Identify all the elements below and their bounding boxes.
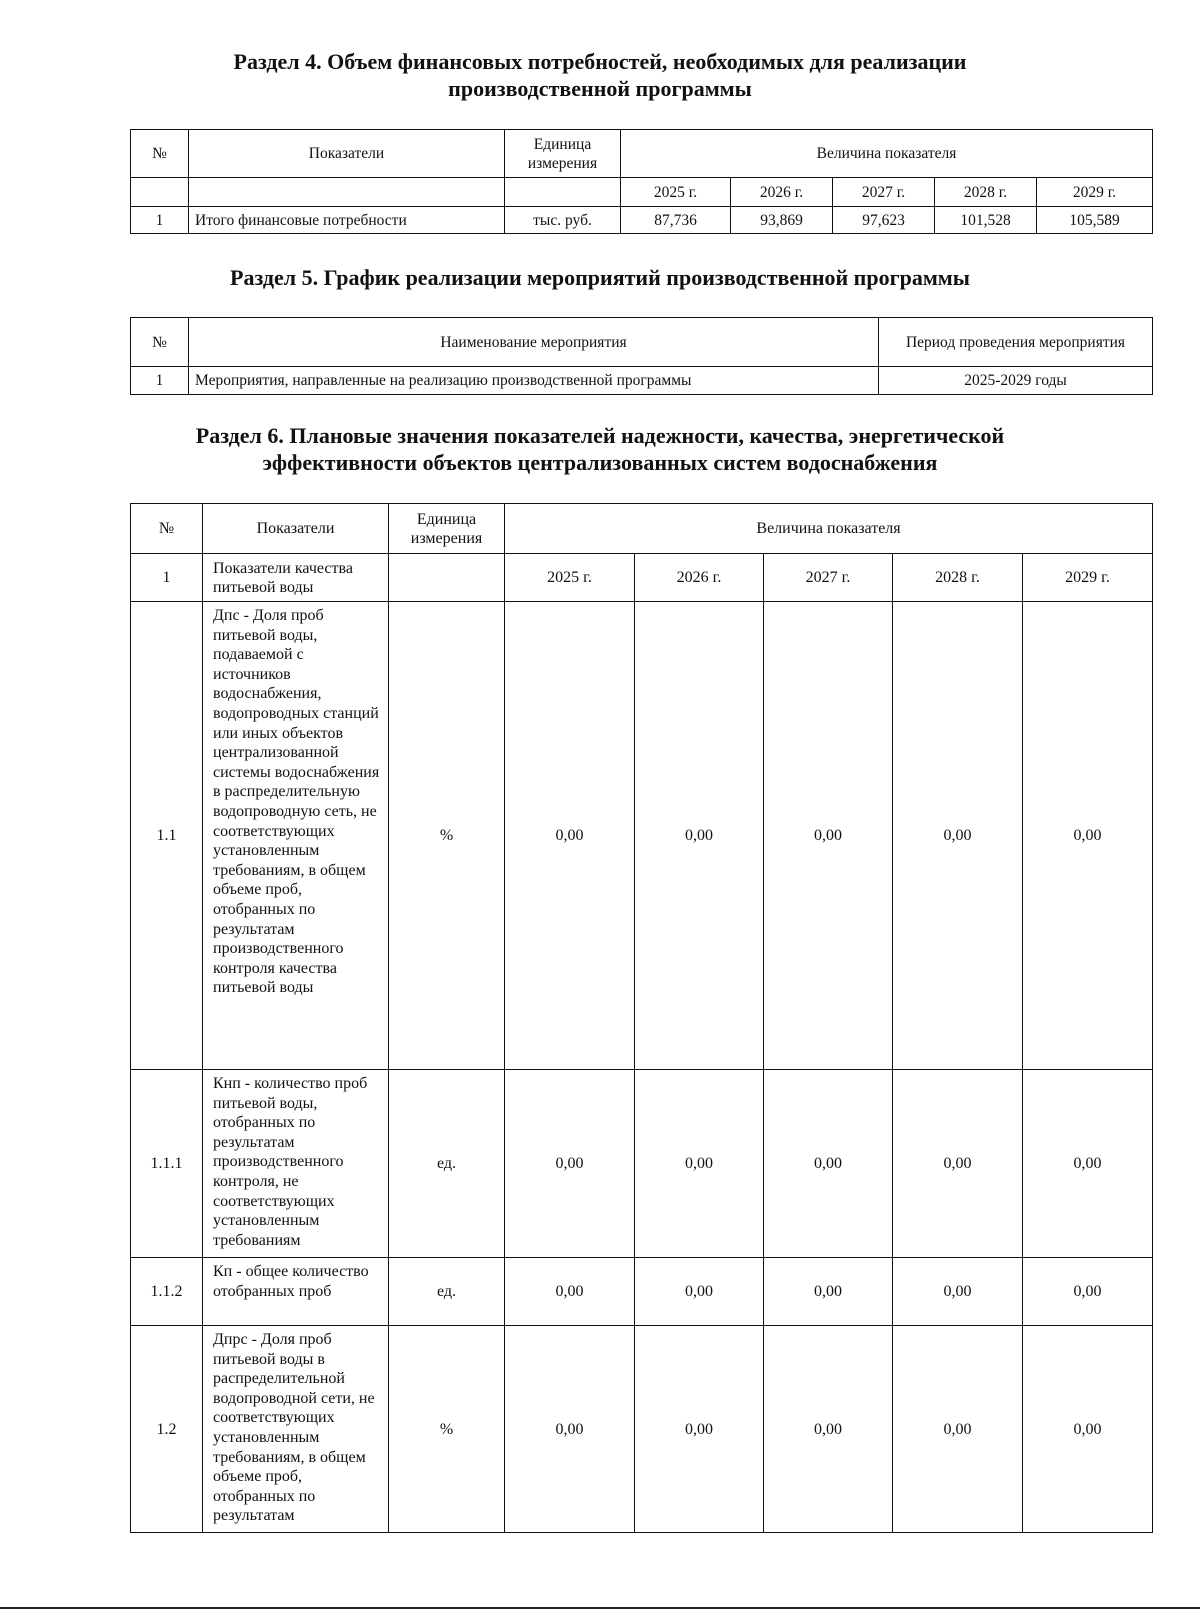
value-cell: 0,00 [505,1258,635,1326]
table-row [131,207,1153,234]
header-value: Величина показателя [621,130,1153,178]
section6-title-line2: эффективности объектов централизованных систем водоснабжения [262,450,938,475]
row-no: 1.2 [131,1326,203,1533]
value-cell: 0,00 [1023,1326,1153,1533]
group-row [131,554,1153,602]
table-row [131,1326,1153,1533]
years-row [131,178,1153,207]
table-row [131,602,1153,1070]
section5-title: Раздел 5. График реализации мероприятий производственной программы [230,265,970,290]
year-cell: 2027 г. [764,554,893,602]
value-cell: 0,00 [1023,602,1153,1070]
section6-title [0,422,1200,476]
row-period: 2025-2029 годы [879,367,1153,395]
year-cell: 2027 г. [833,178,935,207]
row-indicator: Дпрс - Доля проб питьевой воды в распределительной водопроводной сети, не соответствующих установленным требованиям, в общем объеме проб, отобранных по результатам [203,1326,389,1533]
row-indicator: Итого финансовые потребности [189,207,505,234]
section4-title-line2: производственной программы [448,76,752,101]
value-cell: 87,736 [621,207,731,234]
header-period: Период проведения мероприятия [879,318,1153,367]
row-no: 1 [131,207,189,234]
section6-table [130,503,1153,1533]
value-cell: 0,00 [893,602,1023,1070]
value-cell: 93,869 [731,207,833,234]
value-cell: 0,00 [635,1258,764,1326]
row-unit: % [389,1326,505,1533]
value-cell: 0,00 [505,1070,635,1258]
year-cell: 2026 г. [731,178,833,207]
table-row [131,1258,1153,1326]
section4-table [130,129,1153,234]
year-cell: 2028 г. [935,178,1037,207]
row-unit: % [389,602,505,1070]
value-cell: 101,528 [935,207,1037,234]
header-unit: Единица измерения [389,504,505,554]
value-cell: 0,00 [1023,1070,1153,1258]
value-cell: 0,00 [635,1326,764,1533]
row-name: Мероприятия, направленные на реализацию производственной программы [189,367,879,395]
row-indicator: Дпс - Доля проб питьевой воды, подаваемой с источников водоснабжения, водопроводных станций или иных объектов централизованной системы водоснабжения в распределительную водопроводную сеть, не соответствующих установленным требованиям, в общем объеме проб, отобранных по результатам производственного контроля качества питьевой воды [203,602,389,1070]
row-unit: ед. [389,1258,505,1326]
header-no: № [131,130,189,178]
row-indicator: Показатели качества питьевой воды [203,554,389,602]
value-cell: 105,589 [1037,207,1153,234]
year-cell: 2025 г. [621,178,731,207]
row-no: 1 [131,367,189,395]
section4-title [0,48,1200,102]
table-row [131,1070,1153,1258]
value-cell: 0,00 [764,602,893,1070]
row-indicator: Кп - общее количество отобранных проб [203,1258,389,1326]
value-cell: 0,00 [635,602,764,1070]
header-unit: Единица измерения [505,130,621,178]
section4-title-line1: Раздел 4. Объем финансовых потребностей, необходимых для реализации [233,49,967,74]
row-unit: ед. [389,1070,505,1258]
table-row [131,367,1153,395]
header-no: № [131,318,189,367]
value-cell: 0,00 [1023,1258,1153,1326]
value-cell: 0,00 [893,1258,1023,1326]
value-cell: 0,00 [764,1258,893,1326]
value-cell: 0,00 [635,1070,764,1258]
row-unit: тыс. руб. [505,207,621,234]
row-indicator: Кнп - количество проб питьевой воды, отобранных по результатам производственного контроля, не соответствующих установленным требованиям [203,1070,389,1258]
row-no: 1.1 [131,602,203,1070]
value-cell: 0,00 [893,1326,1023,1533]
year-cell: 2029 г. [1037,178,1153,207]
year-cell: 2029 г. [1023,554,1153,602]
year-cell: 2028 г. [893,554,1023,602]
row-no: 1.1.2 [131,1258,203,1326]
value-cell: 0,00 [764,1326,893,1533]
page-bottom-rule [0,1607,1200,1609]
row-no: 1.1.1 [131,1070,203,1258]
value-cell: 0,00 [764,1070,893,1258]
year-cell: 2025 г. [505,554,635,602]
value-cell: 97,623 [833,207,935,234]
value-cell: 0,00 [505,602,635,1070]
value-cell: 0,00 [505,1326,635,1533]
header-indicator: Показатели [203,504,389,554]
year-cell: 2026 г. [635,554,764,602]
row-no: 1 [131,554,203,602]
header-indicator: Показатели [189,130,505,178]
section5-table [130,317,1153,395]
section6-title-line1: Раздел 6. Плановые значения показателей надежности, качества, энергетической [195,423,1005,448]
header-value: Величина показателя [505,504,1153,554]
header-name: Наименование мероприятия [189,318,879,367]
header-no: № [131,504,203,554]
value-cell: 0,00 [893,1070,1023,1258]
